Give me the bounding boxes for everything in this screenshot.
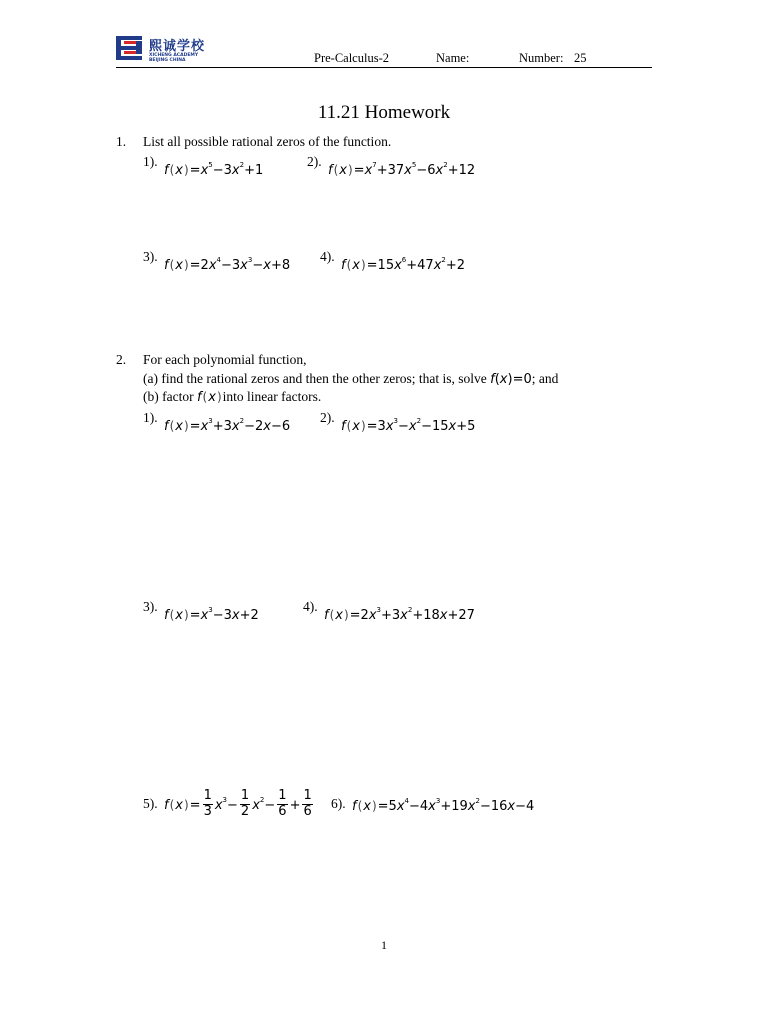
- page-title: 11.21 Homework: [317, 102, 451, 123]
- q1-item-label: 4).: [320, 249, 335, 264]
- number-value: 25: [574, 51, 587, 65]
- q2-part-a: [143, 372, 558, 386]
- header-rule: [116, 67, 652, 68]
- q1-formula-4: $f(x)=15x^6+47x^2+2$: [341, 256, 466, 273]
- q2-formula-2: $f(x)=3x^3-x^2-15x+5$: [341, 417, 476, 434]
- q2-formula-4: $f(x)=2x^3+3x^2+18x+27$: [324, 606, 475, 623]
- q2-item-label: 2).: [320, 410, 335, 425]
- q2-item-label: 4).: [303, 599, 318, 614]
- logo-english-line1: XICHENG ACADEMY: [149, 53, 199, 58]
- q1-item-label: 1).: [143, 154, 158, 169]
- q2-part-b: [143, 390, 321, 404]
- name-label: Name:: [436, 51, 470, 65]
- q2-item-label: 6).: [331, 796, 346, 811]
- number-label: Number:: [519, 51, 564, 65]
- course-name: Pre-Calculus-2: [314, 51, 389, 65]
- page-number: 1: [381, 938, 387, 952]
- q2-formula-3: $f(x)=x^3-3x+2$: [164, 606, 259, 623]
- q2-formula-1: $f(x)=x^3+3x^2-2x-6$: [164, 417, 291, 434]
- logo-english-line2: BEIJING CHINA: [149, 58, 186, 63]
- q2-fx: f(x): [196, 390, 222, 405]
- q2-number: 2.: [116, 352, 127, 367]
- q2-equation: f(x)=0: [490, 372, 532, 387]
- q2-item-label: 5).: [143, 796, 158, 811]
- q2-part-a-end: ; and: [531, 371, 559, 386]
- q2-item-label: 3).: [143, 599, 158, 614]
- q2-part-a-text: (a) find the rational zeros and then the other zeros; that is, solve: [143, 371, 487, 386]
- q1-formula-3: $f(x)=2x^4-3x^3-x+8$: [164, 256, 291, 273]
- q2-item-label: 1).: [143, 410, 158, 425]
- q2-part-b-text: (b) factor: [143, 389, 194, 404]
- q1-formula-1: $f(x)=x^5-3x^2+1$: [164, 161, 264, 178]
- school-logo-icon: [116, 34, 144, 62]
- q1-formula-2: $f(x)=x^7+37x^5-6x^2+12$: [328, 161, 476, 178]
- q2-part-b-end: into linear factors.: [222, 389, 322, 404]
- logo-chinese-name: 熙诚学校: [149, 39, 206, 54]
- q2-formula-5: f(x)= $\frac{1}{3}$ $x^3-$ $\frac{1}{2}$ $x^2-$ $\frac{1}{6}$ + $\frac{1}{6}$: [164, 788, 312, 819]
- q1-instruction: List all possible rational zeros of the function.: [143, 134, 392, 149]
- q2-formula-6: $f(x)=5x^4-4x^3+19x^2-16x-4$: [352, 797, 535, 814]
- school-logo: [116, 34, 212, 64]
- q1-item-label: 3).: [143, 249, 158, 264]
- q2-intro: For each polynomial function,: [143, 352, 307, 367]
- q1-item-label: 2).: [307, 154, 322, 169]
- q1-number: 1.: [116, 134, 127, 149]
